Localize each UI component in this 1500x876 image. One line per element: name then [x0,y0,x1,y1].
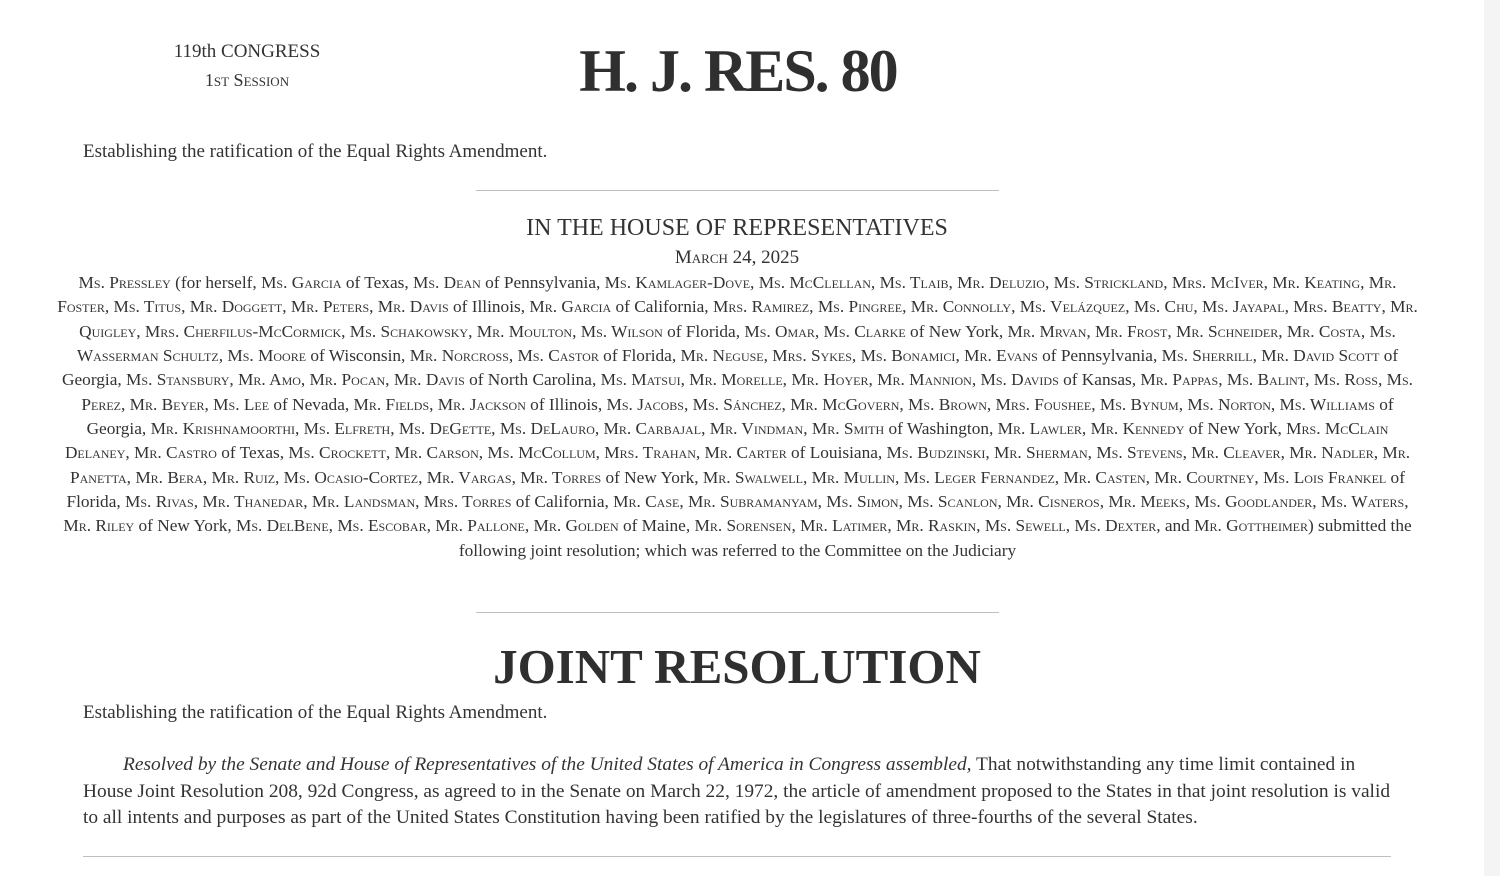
sponsor-text: , [1312,492,1321,512]
sponsor-name: Mrs. McClain Delaney [64,419,1389,463]
sponsor-name: Mr. Jackson [437,394,526,414]
sponsor-text: , [1373,443,1383,463]
sponsor-name: Ms. Ocasio-Cortez [283,467,419,487]
sponsor-text: , [369,297,378,317]
sponsor-name: Ms. Kamlager-Dove [604,273,751,292]
sponsor-name: Mr. Mullin [811,467,895,487]
sponsor-text: , [1065,516,1075,536]
sponsor-text: of Illinois, [525,394,607,414]
sponsor-name: Ms. Wasserman Schultz [76,321,1396,366]
sponsor-name: Mr. Swalwell [702,467,803,487]
sponsor-name: Mrs. McIver [1171,273,1264,292]
sponsor-name: Ms. Budzinski [886,443,986,463]
sponsor-text: , [121,394,130,414]
sponsor-text: , [1284,297,1294,317]
sponsor-name: Ms. Leger Fernandez [903,467,1055,487]
sponsor-name: Ms. Goodlander [1194,492,1313,512]
sponsor-text: , [1125,297,1134,317]
sponsor-text: of New York, [1184,419,1287,439]
sponsor-text: of North Carolina, [464,370,601,390]
sponsor-text: of Florida, [66,467,1405,512]
divider-middle [476,612,999,613]
sponsor-text: of Texas, [216,443,289,463]
sponsor-text: , [418,467,427,487]
sponsor-text: , [1377,370,1387,390]
sponsor-text: , [971,370,981,390]
sponsor-name: Mr. Sherman [994,443,1088,463]
sponsors-list [55,271,1420,563]
sponsor-text: , [1087,443,1097,463]
sponsor-text: of Texas, [341,273,413,292]
sponsor-name: Mr. Costa [1286,321,1361,341]
sponsor-name: Mr. Schneider [1175,321,1279,341]
sponsor-text: of California, [511,492,614,512]
sponsor-name: Mrs. Sykes [772,346,852,366]
sponsor-text: (for herself, [170,273,262,292]
sponsor-text: , [511,467,521,487]
sponsor-text: , [390,419,399,439]
sponsor-text: , [275,467,284,487]
sponsor-name: Mr. Krishnamoorthi [150,419,296,439]
sponsor-text: , [809,297,818,317]
scrollbar-track[interactable] [1484,0,1500,876]
sponsor-name: Ms. Pressley [78,273,171,292]
sponsor-name: Ms. McCollum [487,443,596,463]
sponsor-text: , [683,394,693,414]
sponsor-text: of Pennsylvania, [480,273,605,292]
sponsor-text: , [695,443,705,463]
sponsor-name: Mr. Raskin [895,516,977,536]
sponsor-text: , [814,321,824,341]
sponsor-name: Ms. Dexter [1074,516,1157,536]
divider-bottom [83,856,1391,857]
sponsor-name: Mrs. Beatty [1293,297,1382,317]
sponsor-name: Mr. Neguse [680,346,764,366]
sponsor-name: Mr. Quigley [79,297,1418,341]
sponsor-text: , [1044,273,1054,292]
sponsor-name: Ms. Lee [213,394,270,414]
sponsor-name: Mr. Casten [1063,467,1146,487]
divider-top [476,190,999,191]
sponsor-text: , [572,321,581,341]
sponsor-text: of Nevada, [269,394,354,414]
sponsor-name: Mr. Meeks [1108,492,1186,512]
sponsor-text: , [817,492,827,512]
sponsor-text: , [468,321,477,341]
sponsor-text: , [1252,346,1262,366]
sponsor-name: Mr. Amo [238,370,301,390]
sponsor-name: Mr. Mrvan [1007,321,1087,341]
sponsor-name: Ms. Elfreth [303,419,391,439]
sponsor-text: of Wisconsin, [306,346,410,366]
sponsor-name: Ms. Castor [517,346,599,366]
sponsor-name: Mr. Deluzio [957,273,1045,292]
sponsor-name: Ms. Bynum [1099,394,1179,414]
sponsor-text: of Florida, [662,321,745,341]
sponsor-name: Mr. Castro [134,443,217,463]
sponsor-text: , [508,346,518,366]
sponsor-name: Ms. Escobar [337,516,427,536]
sponsor-text: , [1167,321,1176,341]
sponsor-name: Mr. Thanedar [202,492,304,512]
sponsor-text: of Georgia, [62,346,1399,390]
sponsor-name: Mr. David Scott [1261,346,1380,366]
sponsor-text: , [1360,273,1369,292]
sponsor-name: Mr. Gottheimer [1194,516,1308,536]
sponsor-name: Ms. Jayapal [1202,297,1285,317]
sponsor-text: ) submitted the following joint resolution; which was referred to the Committee on the Judiciary [458,516,1412,560]
sponsor-text: , [750,273,759,292]
sponsor-text: of Georgia, [86,394,1394,439]
sponsor-text: , [594,419,604,439]
sponsor-text: , [986,394,996,414]
sponsor-name: Ms. Davids [980,370,1059,390]
sponsor-name: Ms. Lois Frankel [1263,467,1387,487]
sponsor-name: Mr. Davis [377,297,449,317]
sponsor-text: , [1099,492,1109,512]
sponsor-text: , [1404,492,1409,512]
sponsor-name: Mr. Nadler [1289,443,1374,463]
sponsor-name: Mr. Keating [1272,273,1361,292]
sponsor-name: Mr. Golden [533,516,619,536]
sponsor-name: Mr. Courtney [1154,467,1255,487]
sponsor-name: Mrs. Cherfilus-McCormick [144,321,342,341]
sponsor-text: , [202,467,212,487]
sponsor-text: , [898,492,908,512]
sponsor-text: , [868,370,878,390]
sponsor-text: , [524,516,534,536]
sponsor-text: , [1305,370,1314,390]
sponsor-text: , [976,516,985,536]
resolution-body: That notwithstanding any time limit contained in House Joint Resolution 208, 92d Congress, as agreed to in the Senate on March 22, 1972, the article of amendment proposed to the States in that joint resolution is valid to all intents and purposes as part of the United States Constitution having been ratified by the legislatures of three-fourths of the several States. [83,754,1391,828]
sponsor-name: Mr. Pallone [435,516,525,536]
sponsor-text: , [1360,321,1370,341]
sponsor-text: , [1280,443,1290,463]
sponsor-text: of Kansas, [1058,370,1141,390]
sponsor-text: , [1193,297,1203,317]
sponsor-name: Ms. Sánchez [692,394,782,414]
sponsor-name: Ms. Tlaib [879,273,949,292]
sponsor-name: Ms. Dean [412,273,481,292]
action-date: March 24, 2025 [674,247,800,268]
sponsor-name: Ms. DeGette [398,419,492,439]
sponsor-text: , [997,492,1007,512]
sponsor-text: , [125,443,135,463]
sponsor-name: Ms. Scanlon [907,492,998,512]
sponsor-name: Ms. Perez [81,370,1413,414]
house-heading: IN THE HOUSE OF REPRESENTATIVES [526,215,948,241]
sponsor-name: Mr. McGovern [790,394,900,414]
resolving-clause: Resolved by the Senate and House of Representatives of the United States of America in Congress assembled, [123,754,972,775]
sponsor-text: , [136,321,145,341]
sponsor-text: , [385,370,394,390]
sponsor-text: , [1381,297,1391,317]
congress-label: 119th CONGRESS [173,41,321,62]
sponsor-text: , and [1156,516,1195,536]
sponsor-name: Mr. Beyer [129,394,205,414]
sponsor-name: Mr. Sorensen [694,516,792,536]
sponsor-name: Ms. Velázquez [1019,297,1126,317]
sponsor-text: , [679,492,688,512]
sponsor-name: Mr. Case [613,492,680,512]
sponsor-name: Mr. Foster [57,273,1397,317]
sponsor-name: Ms. Balint [1226,370,1306,390]
sponsor-name: Mr. Lawler [997,419,1082,439]
sponsor-text: , [595,443,605,463]
sponsor-text: , [781,394,791,414]
sponsor-text: , [426,516,436,536]
sponsor-name: Mr. Ruiz [211,467,276,487]
sponsor-name: Mr. Garcia [529,297,612,317]
sponsor-text: , [204,394,214,414]
sponsor-text: , [300,370,310,390]
sponsor-text: , [341,321,350,341]
sponsor-name: Ms. Matsui [600,370,681,390]
sponsor-text: , [1185,492,1195,512]
sponsor-name: Mr. Peters [290,297,370,317]
sponsor-text: , [181,297,190,317]
sponsor-name: Mr. Frost [1095,321,1168,341]
sponsor-text: of Maine, [618,516,695,536]
joint-resolution-heading: JOINT RESOLUTION [493,639,981,694]
sponsor-text: , [282,297,291,317]
sponsor-name: Mr. Landsman [311,492,416,512]
sponsor-text: of New York, [601,467,703,487]
sponsor-text: , [1218,370,1227,390]
sponsor-name: Ms. Omar [744,321,815,341]
sponsor-text: , [1263,273,1273,292]
sponsor-name: Ms. Sherrill [1161,346,1253,366]
sponsor-text: of New York, [134,516,236,536]
sponsor-name: Ms. Pingree [817,297,903,317]
sponsor-name: Mr. Pocan [309,370,386,390]
sponsor-name: Mrs. Foushee [995,394,1092,414]
sponsor-text: , [328,516,338,536]
sponsor-text: , [948,273,958,292]
sponsor-name: Ms. DelBene [235,516,329,536]
sponsor-name: Ms. Norton [1187,394,1271,414]
sponsor-text: , [887,516,896,536]
sponsor-name: Mr. Bera [135,467,203,487]
sponsor-text: , [701,419,710,439]
sponsor-text: , [1270,394,1280,414]
sponsor-text: , [902,297,911,317]
sponsor-text: , [1178,394,1188,414]
sponsor-name: Ms. DeLauro [499,419,595,439]
sponsor-text: of Illinois, [448,297,530,317]
sponsor-name: Mr. Carson [394,443,479,463]
sponsor-name: Mr. Moulton [476,321,573,341]
sponsor-text: , [1086,321,1096,341]
congress-session-block [120,38,374,94]
sponsor-text: , [791,516,801,536]
sponsor-name: Ms. Wilson [580,321,663,341]
bill-number: H. J. RES. 80 [579,38,897,104]
sponsor-text: , [955,346,965,366]
sponsor-name: Mr. Subramanyam [688,492,818,512]
sponsor-name: Ms. Stevens [1096,443,1183,463]
sponsor-text: , [303,492,312,512]
sponsor-name: Mrs. Trahan [604,443,696,463]
sponsor-name: Ms. Moore [227,346,307,366]
sponsor-name: Mr. Doggett [189,297,283,317]
sponsor-name: Mr. Latimer [800,516,888,536]
sponsor-name: Mrs. Ramirez [712,297,810,317]
sponsor-name: Mr. Vargas [426,467,512,487]
sponsor-name: Ms. Brown [908,394,987,414]
sponsor-text: , [385,443,395,463]
sponsor-name: Mr. Pappas [1140,370,1219,390]
sponsor-name: Mr. Smith [811,419,885,439]
sponsor-name: Mr. Torres [520,467,602,487]
sponsor-name: Mr. Kennedy [1090,419,1185,439]
sponsor-text: , [802,467,812,487]
sponsor-name: Ms. Titus [113,297,182,317]
sponsor-text: , [782,370,792,390]
sponsor-text: of New York, [905,321,1008,341]
sponsor-text: , [985,443,995,463]
sponsor-text: , [870,273,880,292]
sponsor-text: , [1054,467,1064,487]
sponsor-text: , [1145,467,1155,487]
sponsor-text: , [803,419,812,439]
sponsor-text: , [1182,443,1192,463]
sponsor-name: Mr. Norcross [409,346,509,366]
sponsor-name: Ms. Williams [1279,394,1375,414]
sponsor-text: , [491,419,500,439]
sponsor-text: , [415,492,424,512]
sponsor-name: Mr. Mannion [877,370,972,390]
sponsor-name: Mr. Connolly [910,297,1012,317]
sponsor-name: Mr. Riley [63,516,135,536]
sponsor-text: , [104,297,114,317]
sponsor-name: Ms. Bonamici [860,346,956,366]
sponsor-text: , [295,419,304,439]
sponsor-text: , [218,346,228,366]
sponsor-name: Mr. Hoyer [791,370,869,390]
sponsor-text: , [1011,297,1020,317]
sponsor-name: Mr. Cisneros [1006,492,1100,512]
sponsor-text: of Pennsylvania, [1037,346,1162,366]
sponsor-name: Ms. McClellan [758,273,871,292]
sponsor-text: , [851,346,861,366]
sponsor-text: of Louisiana, [786,443,887,463]
sponsor-name: Mrs. Torres [423,492,512,512]
resolution-text [83,752,1393,832]
sponsor-name: Ms. Waters [1320,492,1405,512]
body-short-title: Establishing the ratification of the Equal Rights Amendment. [83,702,548,723]
sponsor-text: , [429,394,438,414]
sponsor-text: of Washington, [884,419,998,439]
sponsor-text: , [1081,419,1091,439]
sponsor-text: , [193,492,203,512]
sponsor-name: Ms. Sewell [984,516,1066,536]
sponsor-name: Ms. Schakowsky [349,321,469,341]
sponsor-name: Mr. Davis [393,370,465,390]
sponsor-text: , [1163,273,1172,292]
sponsor-name: Ms. Garcia [261,273,342,292]
sponsor-name: Ms. Jacobs [606,394,684,414]
sponsor-text: , [763,346,773,366]
sponsor-text: , [478,443,488,463]
sponsor-name: Ms. Chu [1133,297,1194,317]
official-title: Establishing the ratification of the Equal Rights Amendment. [83,141,548,162]
sponsor-text: , [680,370,690,390]
sponsor-name: Mr. Morelle [689,370,783,390]
sponsor-name: Ms. Clarke [823,321,906,341]
sponsor-name: Ms. Ross [1313,370,1378,390]
sponsor-name: Mr. Panetta [70,443,1411,487]
sponsor-text: of Florida, [598,346,681,366]
sponsor-name: Mr. Evans [964,346,1038,366]
sponsor-text: , [229,370,239,390]
sponsor-text: , [1091,394,1100,414]
sponsor-text: , [1278,321,1287,341]
sponsor-name: Ms. Rivas [125,492,194,512]
sponsor-text: of California, [611,297,713,317]
sponsor-name: Mr. Carbajal [603,419,702,439]
session-label: 1st Session [204,70,290,90]
sponsor-name: Ms. Stansbury [126,370,230,390]
sponsor-name: Mr. Cleaver [1191,443,1281,463]
sponsor-name: Ms. Simon [826,492,899,512]
sponsor-text: , [126,467,136,487]
sponsor-name: Mr. Fields [353,394,430,414]
sponsor-name: Mr. Carter [704,443,787,463]
sponsor-text: , [899,394,909,414]
sponsor-text: , [1254,467,1264,487]
sponsor-text: , [894,467,904,487]
sponsor-name: Ms. Crockett [288,443,386,463]
sponsor-name: Mr. Vindman [709,419,804,439]
sponsor-name: Ms. Strickland [1053,273,1164,292]
